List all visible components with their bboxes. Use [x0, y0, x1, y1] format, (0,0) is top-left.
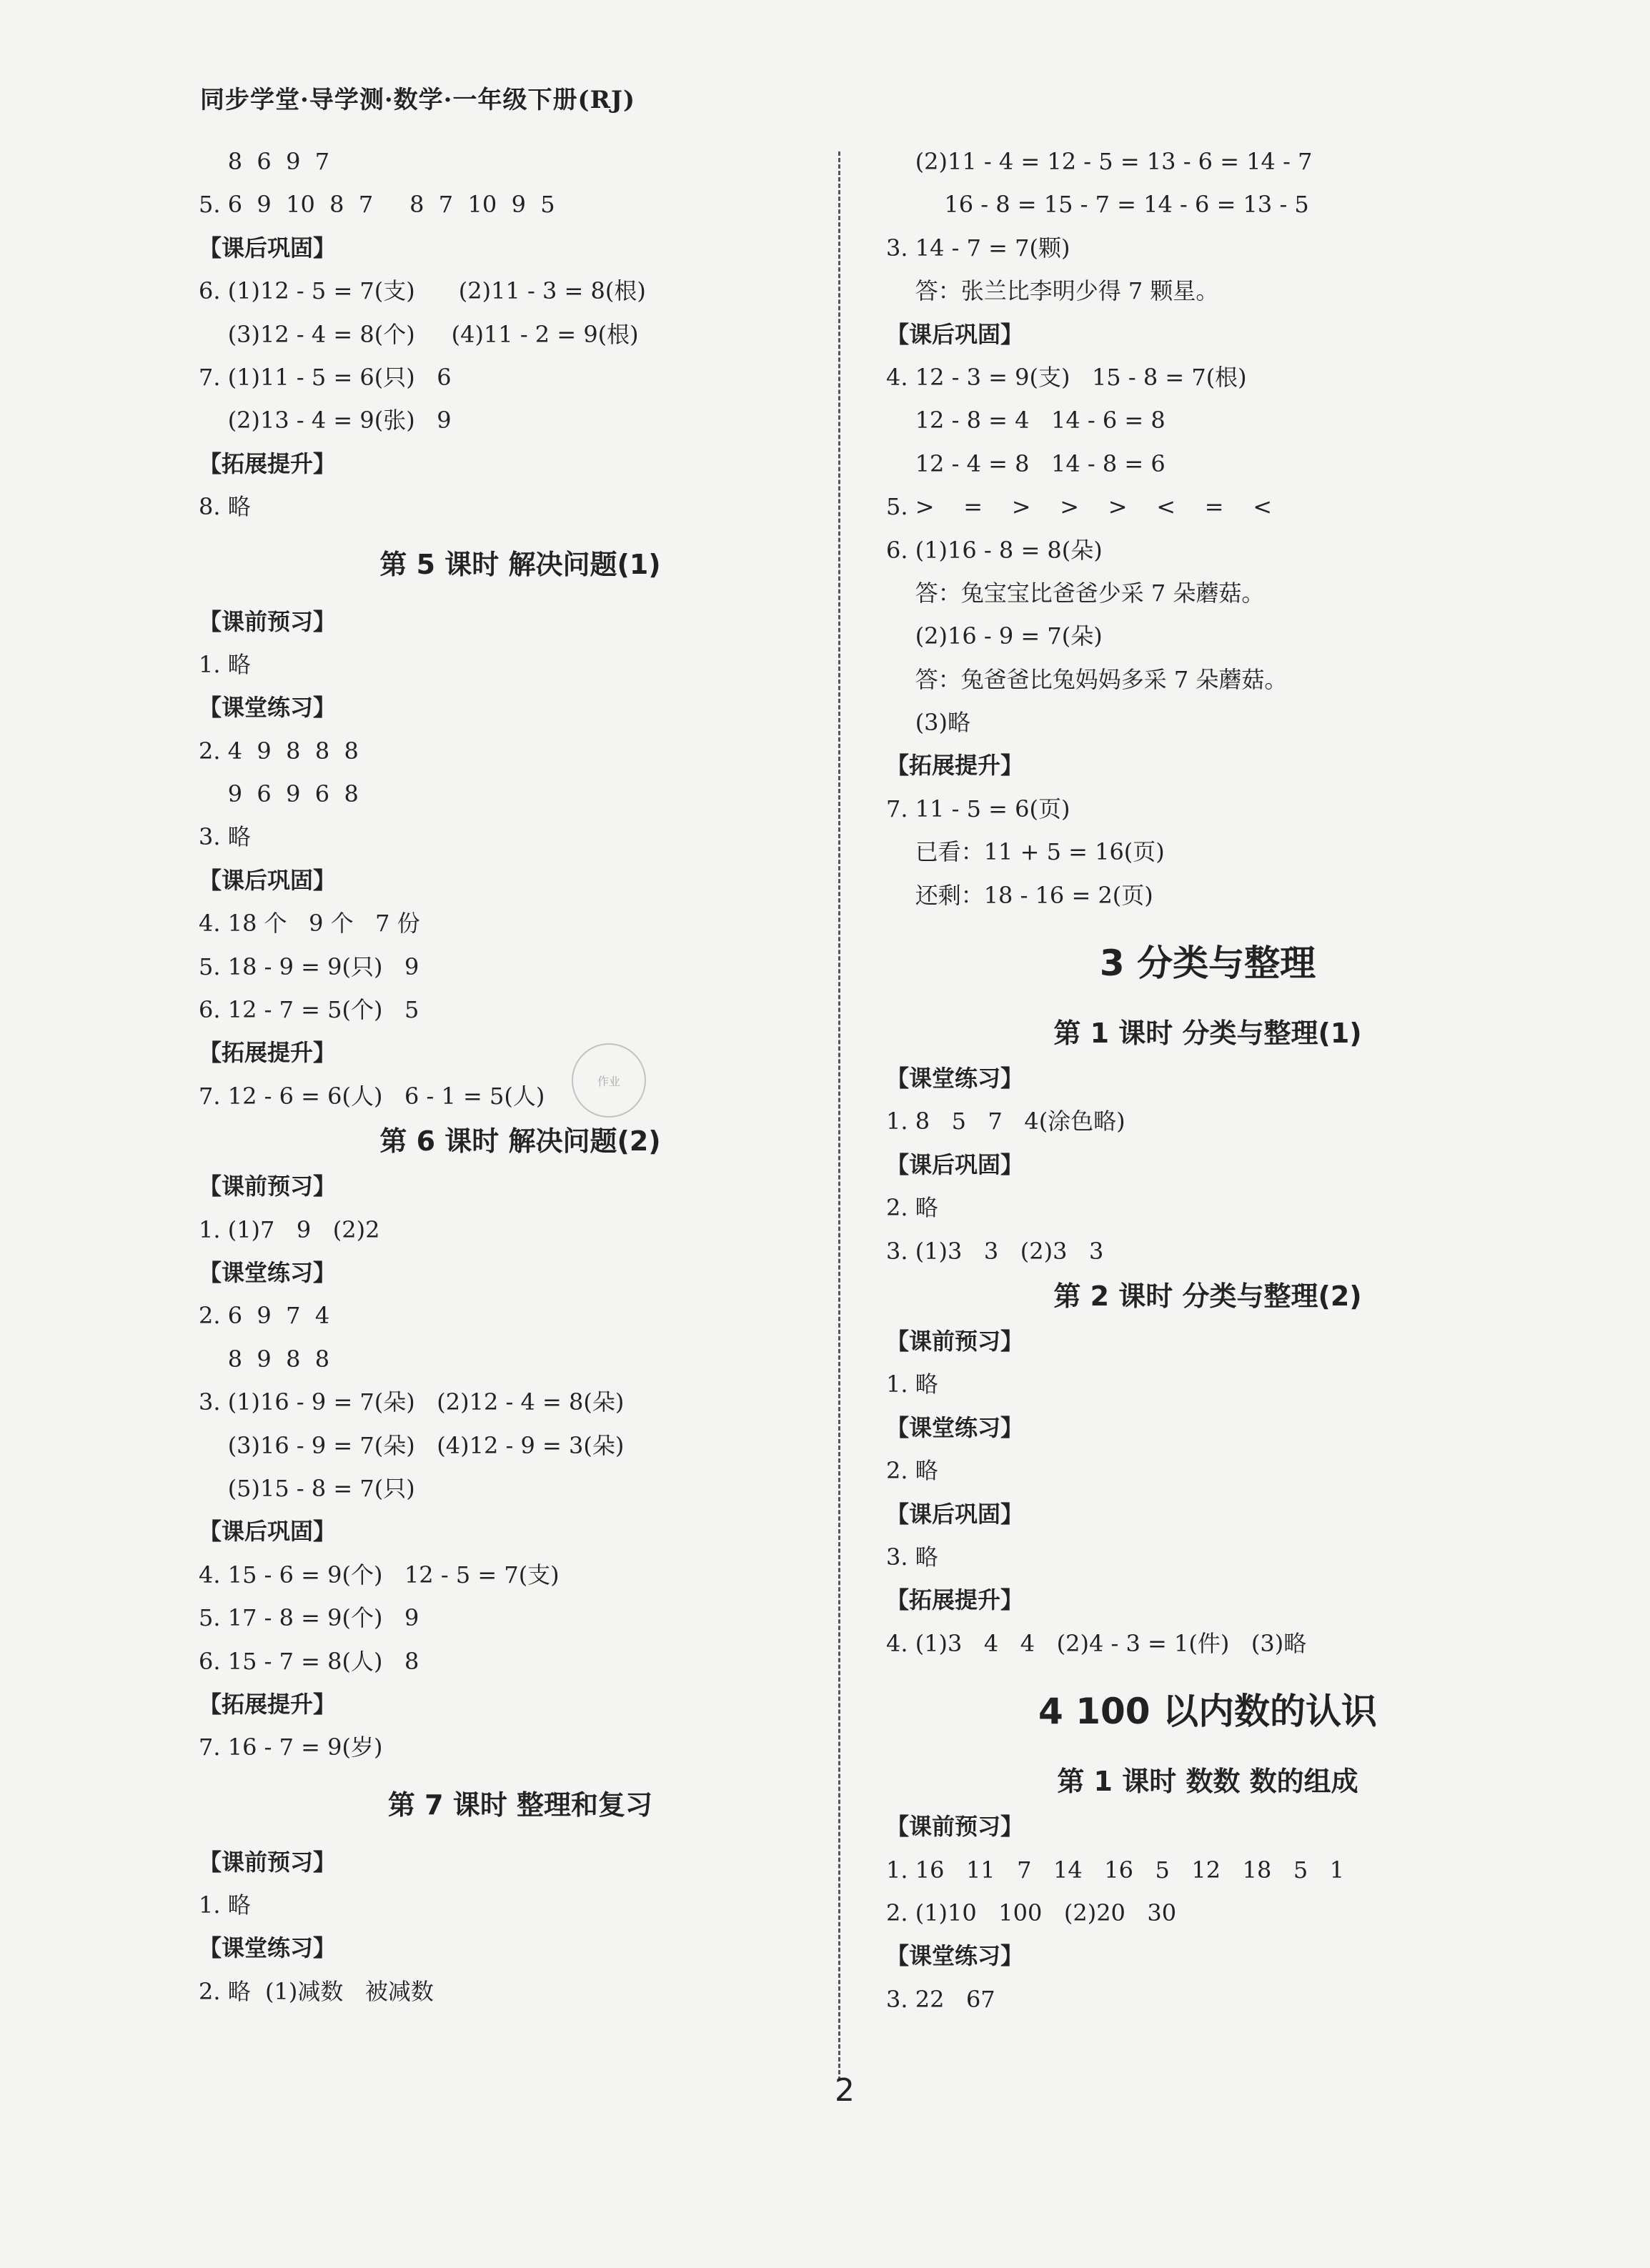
- answer-line: 12 - 8 = 4 14 - 6 = 8: [886, 407, 1166, 434]
- answer-line: 2. 4 9 8 8 8: [199, 737, 359, 765]
- lesson-heading: 第 1 课时 数数 数的组成: [1057, 1766, 1358, 1798]
- right-column: [886, 140, 1529, 2021]
- answer-line: 已看：11 + 5 = 16(页): [886, 838, 1165, 866]
- answer-line: 5. > = > > > < = <: [886, 493, 1273, 521]
- answer-line: 4. 15 - 6 = 9(个) 12 - 5 = 7(支): [199, 1561, 560, 1588]
- section-tag: 【课堂练习】: [886, 1942, 1024, 1970]
- answer-line: 3. 略: [199, 823, 251, 851]
- answer-line: 3. 略: [886, 1543, 938, 1571]
- answer-line: 1. 略: [199, 650, 251, 678]
- homework-stamp: [572, 1043, 646, 1118]
- chapter-heading: 3 分类与整理: [1099, 942, 1316, 985]
- lesson-heading: 第 7 课时 整理和复习: [387, 1789, 653, 1821]
- answer-line: 1. 8 5 7 4(涂色略): [886, 1108, 1125, 1135]
- answer-line: 答：兔宝宝比爸爸少采 7 朵蘑菇。: [886, 579, 1265, 607]
- answer-line: 5. 17 - 8 = 9(个) 9: [199, 1604, 419, 1632]
- section-tag: 【课前预习】: [199, 1173, 337, 1200]
- lesson-heading: 第 2 课时 分类与整理(2): [1053, 1280, 1362, 1312]
- section-tag: 【拓展提升】: [199, 449, 337, 477]
- section-tag: 【课前预习】: [886, 1327, 1024, 1355]
- answer-line: 8 6 9 7: [199, 148, 330, 175]
- answer-line: 4. (1)3 4 4 (2)4 - 3 = 1(件) (3)略: [886, 1629, 1307, 1657]
- section-tag: 【课后巩固】: [199, 1518, 337, 1546]
- answer-line: 2. 6 9 7 4: [199, 1302, 330, 1330]
- lesson-heading: 第 1 课时 分类与整理(1): [1053, 1018, 1362, 1050]
- section-tag: 【拓展提升】: [199, 1690, 337, 1718]
- answer-line: 3. (1)3 3 (2)3 3: [886, 1237, 1104, 1265]
- answer-line: 6. (1)12 - 5 = 7(支) (2)11 - 3 = 8(根): [199, 277, 646, 305]
- section-tag: 【拓展提升】: [199, 1039, 337, 1067]
- answer-line: 7. 16 - 7 = 9(岁): [199, 1734, 383, 1761]
- section-tag: 【拓展提升】: [886, 1586, 1024, 1614]
- lesson-heading: 第 6 课时 解决问题(2): [379, 1125, 661, 1158]
- answer-line: 答：张兰比李明少得 7 颗星。: [886, 277, 1219, 305]
- section-tag: 【课后巩固】: [199, 234, 337, 262]
- answer-line: 1. (1)7 9 (2)2: [199, 1215, 380, 1243]
- section-tag: 【课堂练习】: [199, 694, 337, 722]
- answer-line: 3. (1)16 - 9 = 7(朵) (2)12 - 4 = 8(朵): [199, 1388, 625, 1416]
- answer-line: 4. 18 个 9 个 7 份: [199, 910, 420, 937]
- answer-line: 7. 12 - 6 = 6(人) 6 - 1 = 5(人): [199, 1082, 545, 1110]
- running-header: 同步学堂·导学测·数学·一年级下册(RJ): [200, 86, 636, 114]
- answer-line: 2. 略: [886, 1194, 938, 1222]
- section-tag: 【课堂练习】: [886, 1065, 1024, 1093]
- section-tag: 【课后巩固】: [199, 866, 337, 894]
- section-tag: 【拓展提升】: [886, 752, 1024, 780]
- answer-line: 8 9 8 8: [199, 1345, 330, 1373]
- section-tag: 【课堂练习】: [886, 1413, 1024, 1441]
- answer-line: 3. 22 67: [886, 1985, 995, 2013]
- section-tag: 【课堂练习】: [199, 1258, 337, 1286]
- answer-line: 7. 11 - 5 = 6(页): [886, 795, 1070, 822]
- answer-line: 6. 12 - 7 = 5(个) 5: [199, 996, 419, 1024]
- section-tag: 【课堂练习】: [199, 1934, 337, 1962]
- section-tag: 【课前预习】: [886, 1813, 1024, 1841]
- answer-line: 9 6 9 6 8: [199, 780, 359, 808]
- section-tag: 【课后巩固】: [886, 320, 1024, 348]
- answer-line: 16 - 8 = 15 - 7 = 14 - 6 = 13 - 5: [886, 191, 1309, 219]
- answer-line: (3)12 - 4 = 8(个) (4)11 - 2 = 9(根): [199, 320, 639, 348]
- section-tag: 【课前预习】: [199, 607, 337, 635]
- answer-line: 2. 略 (1)减数 被减数: [199, 1977, 434, 2005]
- answer-line: 12 - 4 = 8 14 - 8 = 6: [886, 449, 1166, 477]
- stamp-label: 作业: [597, 1074, 620, 1088]
- answer-line: 1. 略: [199, 1891, 251, 1919]
- answer-line: (3)16 - 9 = 7(朵) (4)12 - 9 = 3(朵): [199, 1431, 625, 1459]
- chapter-heading: 4 100 以内数的认识: [1038, 1691, 1377, 1733]
- answer-line: 答：兔爸爸比兔妈妈多采 7 朵蘑菇。: [886, 665, 1288, 693]
- answer-line: 2. 略: [886, 1457, 938, 1485]
- answer-line: 还剩：18 - 16 = 2(页): [886, 881, 1153, 909]
- section-tag: 【课前预习】: [199, 1848, 337, 1876]
- answer-line: (2)13 - 4 = 9(张) 9: [199, 407, 452, 434]
- answer-line: 1. 16 11 7 14 16 5 12 18 5 1: [886, 1856, 1345, 1884]
- answer-line: 3. 14 - 7 = 7(颗): [886, 234, 1070, 262]
- answer-line: 7. (1)11 - 5 = 6(只) 6: [199, 363, 452, 391]
- section-tag: 【课后巩固】: [886, 1150, 1024, 1178]
- page-number: 2: [835, 2072, 855, 2109]
- answer-line: (2)11 - 4 = 12 - 5 = 13 - 6 = 14 - 7: [886, 148, 1313, 175]
- left-column: [199, 140, 842, 2013]
- answer-line: 1. 略: [886, 1371, 938, 1398]
- section-tag: 【课后巩固】: [886, 1500, 1024, 1528]
- answer-line: 5. 18 - 9 = 9(只) 9: [199, 953, 419, 980]
- lesson-heading: 第 5 课时 解决问题(1): [379, 548, 661, 580]
- answer-line: (2)16 - 9 = 7(朵): [886, 622, 1103, 650]
- answer-line: 4. 12 - 3 = 9(支) 15 - 8 = 7(根): [886, 363, 1247, 391]
- answer-line: 5. 6 9 10 8 7 8 7 10 9 5: [199, 191, 555, 219]
- answer-line: (5)15 - 8 = 7(只): [199, 1474, 415, 1502]
- answer-line: 6. (1)16 - 8 = 8(朵): [886, 536, 1103, 564]
- answer-line: 8. 略: [199, 493, 251, 521]
- answer-line: (3)略: [886, 709, 971, 737]
- answer-line: 6. 15 - 7 = 8(人) 8: [199, 1647, 419, 1675]
- answer-line: 2. (1)10 100 (2)20 30: [886, 1899, 1177, 1926]
